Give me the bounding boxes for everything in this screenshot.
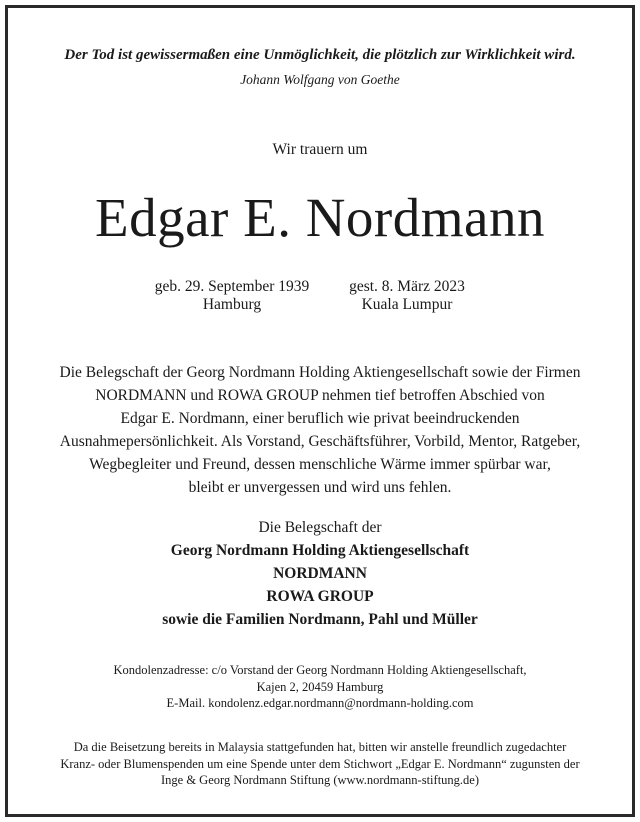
- tribute-paragraph: [0, 361, 640, 499]
- signature-line: NORDMANN: [273, 565, 367, 582]
- note-line: Inge & Georg Nordmann Stiftung (www.nordmann-stiftung.de): [161, 773, 479, 787]
- birth-place: Hamburg: [202, 296, 262, 313]
- birth-date: geb. 29. September 1939: [154, 278, 310, 295]
- paragraph-line: NORDMANN und ROWA GROUP nehmen tief betroffen Abschied von: [95, 387, 545, 404]
- condolence-address: [0, 662, 640, 712]
- signature-line: sowie die Familien Nordmann, Pahl und Müller: [162, 611, 478, 628]
- condolence-line: Kajen 2, 20459 Hamburg: [256, 679, 384, 694]
- death-place: Kuala Lumpur: [361, 296, 453, 313]
- signature-intro: Die Belegschaft der: [258, 519, 382, 536]
- paragraph-line: bleibt er unvergessen und wird uns fehlen.: [188, 479, 452, 496]
- mourning-intro: Wir trauern um: [272, 141, 368, 158]
- note-line: Da die Beisetzung bereits in Malaysia stattgefunden hat, bitten wir anstelle freundlich zugedachter: [73, 740, 567, 754]
- condolence-email: E-Mail. kondolenz.edgar.nordmann@nordmann-holding.com: [166, 696, 474, 710]
- paragraph-line: Die Belegschaft der Georg Nordmann Holding Aktiengesellschaft sowie der Firmen: [59, 364, 581, 381]
- quote-text: Der Tod ist gewissermaßen eine Unmöglichkeit, die plötzlich zur Wirklichkeit wird.: [64, 47, 576, 63]
- signature-line: Georg Nordmann Holding Aktiengesellschaft: [170, 542, 470, 559]
- paragraph-line: Edgar E. Nordmann, einer beruflich wie privat beeindruckenden: [120, 410, 520, 427]
- donation-note: [0, 739, 640, 789]
- quote-author: Johann Wolfgang von Goethe: [240, 72, 400, 87]
- death-date: gest. 8. März 2023: [349, 278, 465, 295]
- paragraph-line: Ausnahmepersönlichkeit. Als Vorstand, Geschäftsführer, Vorbild, Mentor, Ratgeber,: [59, 433, 581, 450]
- deceased-name: Edgar E. Nordmann: [95, 187, 545, 248]
- death-info: [297, 278, 517, 314]
- signature-block: [0, 516, 640, 631]
- signature-line: ROWA GROUP: [266, 588, 374, 605]
- condolence-line: Kondolenzadresse: c/o Vorstand der Georg Nordmann Holding Aktiengesellschaft,: [113, 663, 527, 677]
- paragraph-line: Wegbegleiter und Freund, dessen menschliche Wärme immer spürbar war,: [89, 456, 551, 473]
- note-line: Kranz- oder Blumenspenden um eine Spende unter dem Stichwort „Edgar E. Nordmann“ zugunsten der: [60, 756, 580, 771]
